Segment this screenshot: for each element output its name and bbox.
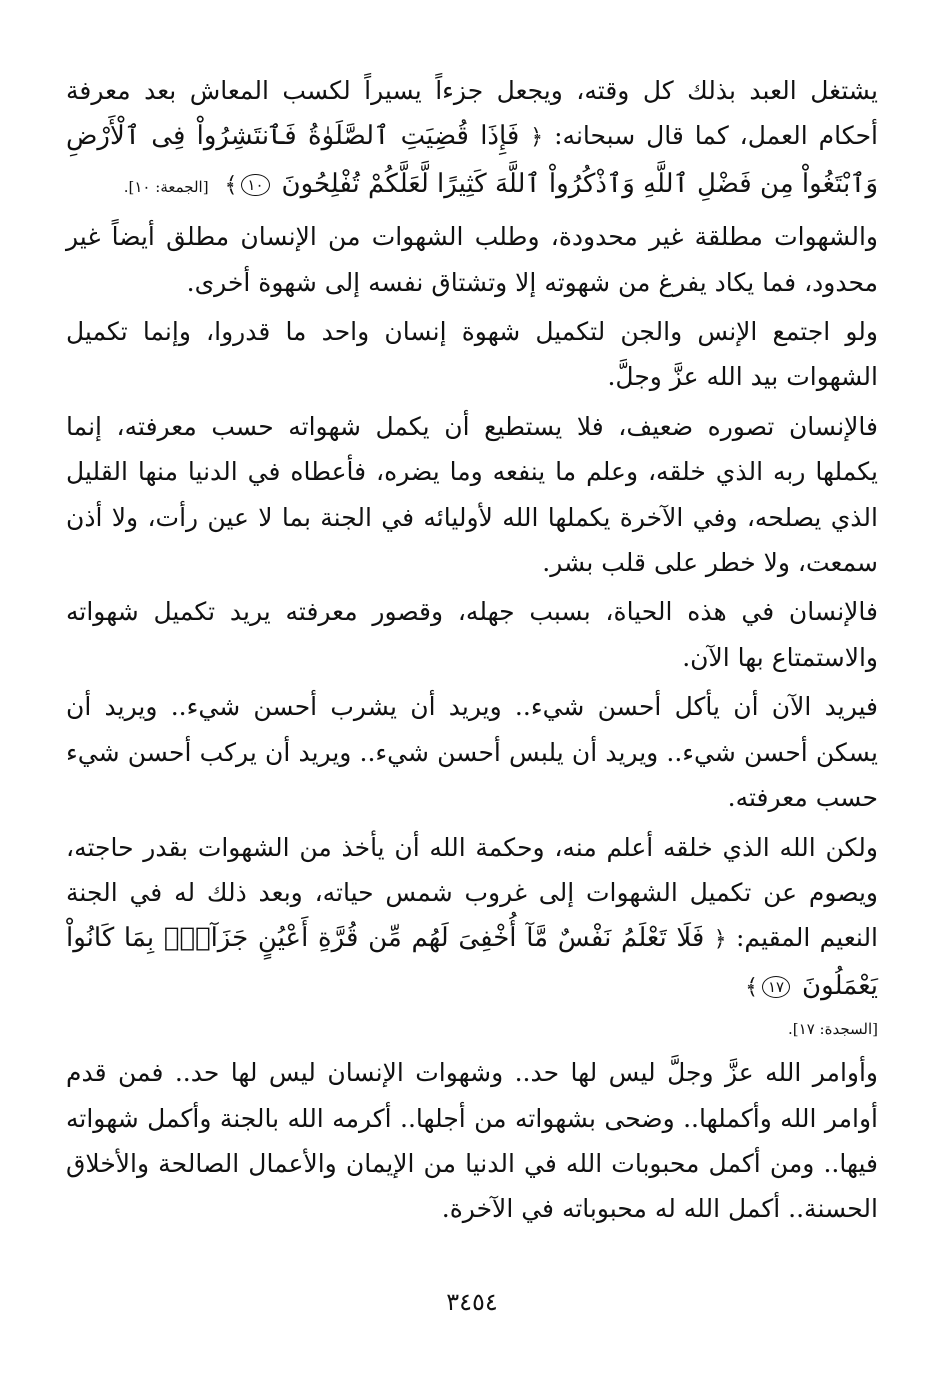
quran-verse: فَلَا تَعْلَمُ نَفْسٌ مَّآ أُخْفِىَ لَهُم مِّن قُرَّةِ أَعْيُنٍ جَزَآءًۢ بِمَا كَانُواْ يَعْمَلُونَ bbox=[66, 923, 878, 1001]
verse-reference: [السجدة: ١٧]. bbox=[788, 1020, 878, 1039]
paragraph-8: وأوامر الله عزَّ وجلَّ ليس لها حد.. وشهوات الإنسان ليس لها حد.. فمن قدم أوامر الله وأكملها.. وضحى بشهواته من أجلها.. أكرمه الله بالجنة وأكمل شهواته فيها.. ومن أكمل محبوبات الله في الدنيا من الإيمان والأعمال الصالحة والأخلاق الحسنة.. أكمل الله له محبوباته في الآخرة. bbox=[66, 1058, 878, 1224]
paragraph-5: فالإنسان في هذه الحياة، بسبب جهله، وقصور معرفته يريد تكميل شهواته والاستمتاع بها الآن. bbox=[66, 597, 878, 672]
verse-close-bracket: ﴾ bbox=[224, 172, 238, 198]
ayah-number-badge: ١٧ bbox=[762, 976, 790, 998]
paragraph-text: يشتغل العبد بذلك كل وقته، ويجعل جزءاً يسيراً لكسب المعاش بعد معرفة أحكام العمل، كما قال سبحانه: bbox=[66, 76, 878, 151]
ayah-number-badge: ١٠ bbox=[241, 174, 269, 196]
quran-verse: فَإِذَا قُضِيَتِ ٱلصَّلَوٰةُ فَٱنتَشِرُواْ فِى ٱلْأَرْضِ وَٱبْتَغُواْ مِن فَضْلِ ٱللَّهِ وَٱذْكُرُواْ ٱللَّهَ كَثِيرًا لَّعَلَّكُمْ تُفْلِحُونَ bbox=[66, 121, 878, 199]
page-number: ٣٤٥٤ bbox=[446, 1288, 498, 1316]
page-body bbox=[66, 68, 878, 1236]
paragraph-text: ولكن الله الذي خلقه أعلم منه، وحكمة الله أن يأخذ من الشهوات بقدر حاجته، ويصوم عن تكميل الشهوات إلى غروب شمس حياته، وبعد ذلك له في الجنة النعيم المقيم: bbox=[66, 832, 879, 953]
verse-open-bracket: ﴿ bbox=[713, 927, 727, 953]
paragraph-3: ولو اجتمع الإنس والجن لتكميل شهوة إنسان واحد ما قدروا، وإنما تكميل الشهوات بيد الله عزَّ وجلَّ. bbox=[66, 317, 878, 392]
paragraph-2: والشهوات مطلقة غير محدودة، وطلب الشهوات من الإنسان مطلق أيضاً غير محدود، فما يكاد يفرغ من شهوته إلا وتشتاق نفسه إلى شهوة أخرى. bbox=[66, 222, 878, 297]
paragraph-1 bbox=[66, 68, 878, 210]
paragraph-7 bbox=[66, 825, 878, 1011]
verse-open-bracket: ﴿ bbox=[530, 125, 544, 151]
verse-reference: [الجمعة: ١٠]. bbox=[123, 177, 209, 196]
paragraph-4: فالإنسان تصوره ضعيف، فلا يستطيع أن يكمل شهواته حسب معرفته، إنما يكملها ربه الذي خلقه، وعلم ما ينفعه وما يضره، فأعطاه في الدنيا منها القليل الذي يصلحه، وفي الآخرة يكملها الله لأوليائه في الجنة بما لا عين رأت، ولا أذن سمعت، ولا خطر على قلب بشر. bbox=[66, 411, 879, 578]
verse-close-bracket: ﴾ bbox=[745, 974, 758, 1000]
paragraph-6: فيريد الآن أن يأكل أحسن شيء.. ويريد أن يشرب أحسن شيء.. ويريد أن يسكن أحسن شيء.. ويريد أن يلبس أحسن شيء.. ويريد أن يركب أحسن شيء حسب معرفته. bbox=[66, 692, 878, 813]
